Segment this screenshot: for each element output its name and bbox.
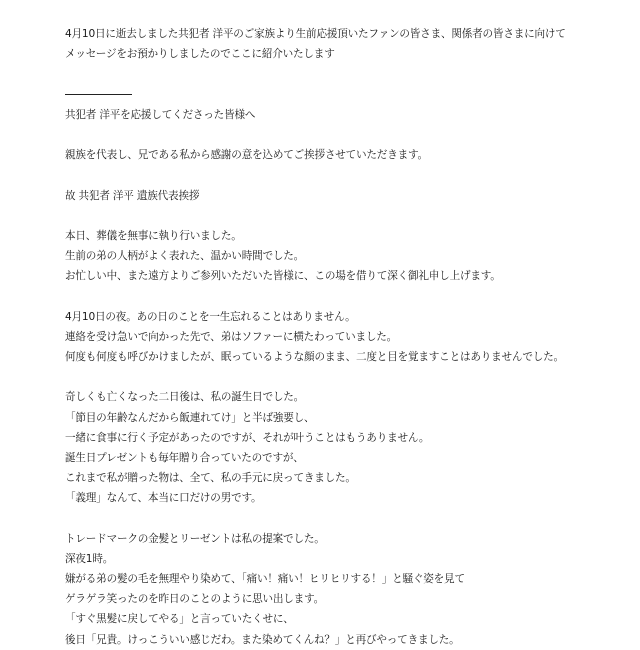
paragraph-line: 深夜1時。 [65, 552, 114, 565]
paragraph-line: トレードマークの金髪とリーゼントは私の提案でした。 [65, 532, 325, 545]
blank-line [65, 509, 625, 529]
document-body [65, 24, 625, 650]
letter-title: 故 共犯者 洋平 遺族代表挨拶 [65, 189, 200, 202]
paragraph-line: 生前の弟の人柄がよく表れた、温かい時間でした。 [65, 250, 305, 263]
paragraph-line: 4月10日の夜。あの日のことを一生忘れることはありません。 [65, 310, 356, 323]
paragraph-line: 後日「兄貴。けっこういい感じだわ。また染めてくんね？」と再びやってきました。 [65, 633, 460, 646]
paragraph-line: 「すぐ黒髪に戻してやる」と言っていたくせに、 [65, 613, 294, 626]
paragraph-line: 本日、葬儀を無事に執り行いました。 [65, 229, 242, 242]
paragraph-line: 嫌がる弟の髪の毛を無理やり染めて、「痛い！痛い！ヒリヒリする！」と騒ぐ姿を見て [65, 573, 465, 586]
paragraph-line: 一緒に食事に行く予定があったのですが、それが叶うことはもうありません。 [65, 431, 430, 444]
opening: 親族を代表し、兄である私から感謝の意を込めてご挨拶させていただきます。 [65, 149, 428, 162]
blank-line [65, 367, 625, 387]
intro-line: 4月10日に逝去しました共犯者 洋平のご家族より生前応援頂いたファンの皆さま、関係者の皆さまに向けて [65, 28, 566, 40]
blank-line [65, 165, 625, 185]
blank-line [65, 125, 625, 145]
paragraph-line: 連絡を受け急いで向かった先で、弟はソファーに横たわっていました。 [65, 330, 398, 343]
blank-line [65, 64, 625, 84]
salutation: 共犯者 洋平を応援してくださった皆様へ [65, 108, 256, 121]
blank-line [65, 286, 625, 306]
paragraph-line: 奇しくも亡くなった二日後は、私の誕生日でした。 [65, 391, 305, 404]
blank-line [65, 206, 625, 226]
paragraph-line: 「節目の年齢なんだから飯連れてけ」と半ば強要し、 [65, 411, 315, 424]
paragraph-line: ゲラゲラ笑ったのを昨日のことのように思い出します。 [65, 593, 324, 606]
paragraph-line: お忙しい中、また遠方よりご参列いただいた皆様に、この場を借りて深く御礼申し上げます。 [65, 270, 501, 283]
intro-line: メッセージをお預かりしましたのでここに紹介いたします [65, 48, 335, 61]
paragraph-line: これまで私が贈った物は、全て、私の手元に戻ってきました。 [65, 472, 356, 485]
paragraph-line: 「義理」なんて、本当に口だけの男です。 [65, 492, 262, 505]
separator-rule [65, 94, 132, 95]
paragraph-line: 誕生日プレゼントも毎年贈り合っていたのですが、 [65, 451, 304, 464]
separator [65, 85, 625, 105]
paragraph-line: 何度も何度も呼びかけましたが、眠っているような顔のまま、二度と目を覚ますことはありませんでした。 [65, 351, 564, 363]
